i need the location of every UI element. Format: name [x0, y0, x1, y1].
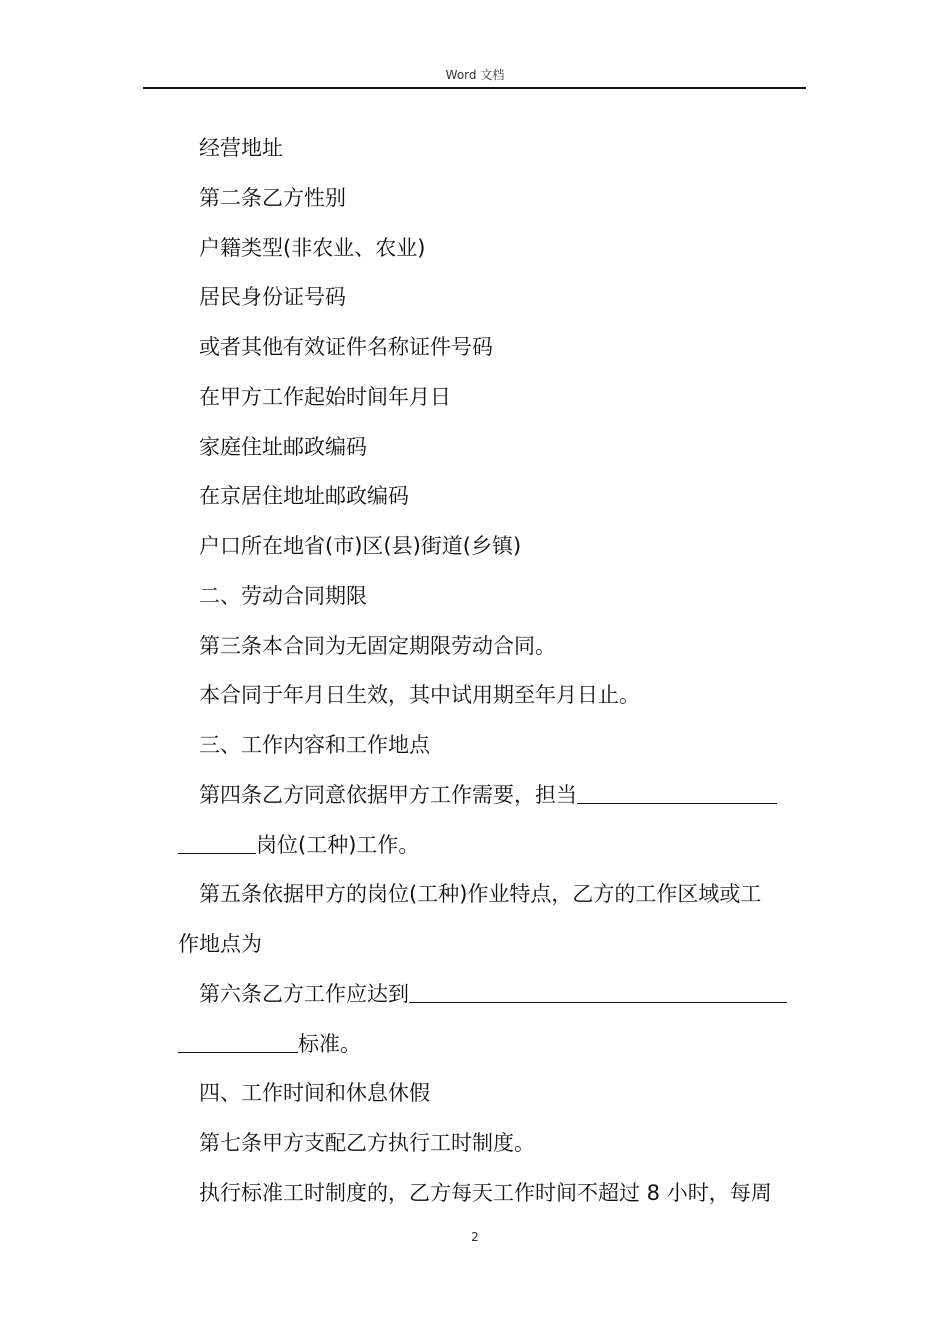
text-line-with-blank: [178, 821, 802, 871]
text-line: 户口所在地省(市)区(县)街道(乡镇): [199, 534, 522, 558]
text-line: 第二条乙方性别: [199, 185, 346, 210]
text-fragment: 标准。: [298, 1031, 361, 1056]
text-line: 在甲方工作起始时间年月日: [199, 384, 451, 409]
text-line: 作地点为: [178, 932, 262, 956]
page-number: 2: [471, 1230, 479, 1244]
fill-in-blank: [178, 1030, 298, 1053]
text-line-with-blank: [178, 771, 802, 821]
text-line: 本合同于年月日生效，其中试用期至年月日止。: [199, 683, 640, 708]
fill-in-blank: [409, 980, 787, 1003]
text-fragment: 第六条乙方工作应达到: [199, 981, 409, 1006]
section-heading: 四、工作时间和休息休假: [199, 1081, 430, 1106]
section-heading: 三、工作内容和工作地点: [199, 733, 430, 757]
text-line: 经营地址: [199, 136, 283, 160]
text-line: 执行标准工时制度的，乙方每天工作时间不超过 8 小时，每周: [199, 1180, 772, 1205]
fill-in-blank: [178, 831, 256, 854]
text-line: 第七条甲方支配乙方执行工时制度。: [199, 1131, 535, 1155]
text-fragment: 第四条乙方同意依据甲方工作需要，担当: [199, 782, 577, 807]
text-line: 居民身份证号码: [199, 285, 346, 310]
text-line-with-blank: [178, 970, 802, 1020]
text-line: 家庭住址邮政编码: [199, 434, 367, 459]
text-line: 第五条依据甲方的岗位(工种)作业特点，乙方的工作区域或工: [199, 882, 762, 907]
text-line-with-blank: [178, 1020, 802, 1070]
section-heading: 二、劳动合同期限: [199, 583, 367, 608]
text-line: 或者其他有效证件名称证件号码: [199, 335, 493, 359]
text-line: 在京居住地址邮政编码: [199, 484, 409, 509]
text-line: 第三条本合同为无固定期限劳动合同。: [199, 633, 556, 658]
text-fragment: 岗位(工种)工作。: [256, 832, 420, 857]
header-rule: [143, 87, 806, 89]
page-header: Word 文档: [445, 68, 505, 82]
text-line: 户籍类型(非农业、农业): [199, 235, 426, 260]
document-body: [178, 124, 802, 1219]
fill-in-blank: [577, 781, 777, 804]
